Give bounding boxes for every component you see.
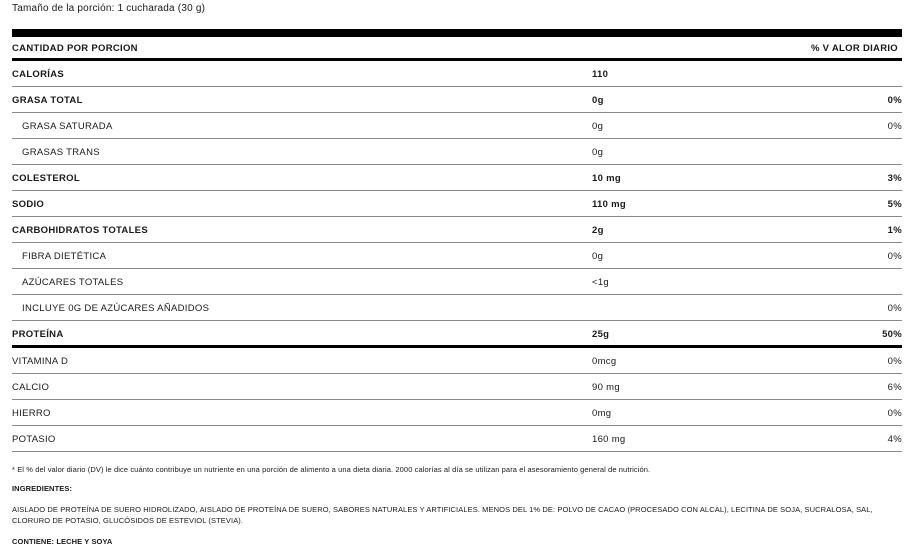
nutrient-row-saturated-fat	[12, 113, 902, 139]
nutrient-dv: 0%	[887, 303, 902, 314]
nutrient-dv: 4%	[887, 434, 902, 445]
nutrient-amount: 2g	[592, 225, 604, 236]
nutrient-name: AZÚCARES TOTALES	[22, 277, 124, 288]
daily-value-heading: % V ALOR DIARIO	[810, 43, 898, 54]
nutrient-row-dietary-fiber	[12, 243, 902, 269]
nutrient-row-sodium	[12, 191, 902, 217]
nutrient-name: SODIO	[12, 199, 45, 210]
nutrient-amount: 90 mg	[592, 382, 620, 393]
nutrient-row-iron	[12, 400, 902, 426]
nutrient-name: CARBOHIDRATOS TOTALES	[12, 225, 148, 236]
nutrient-dv: 1%	[887, 225, 902, 236]
nutrient-amount: 0mcg	[592, 356, 617, 367]
nutrient-row-cholesterol	[12, 165, 902, 191]
nutrient-row-added-sugars	[12, 295, 902, 321]
nutrient-name: FIBRA DIETÉTICA	[22, 251, 107, 262]
serving-size: Tamaño de la porción: 1 cucharada (30 g)	[12, 3, 206, 14]
nutrient-name: VITAMINA D	[12, 356, 69, 367]
nutrient-name: GRASA SATURADA	[22, 121, 113, 132]
nutrient-amount: <1g	[592, 277, 610, 288]
nutrient-row-total-carbs	[12, 217, 902, 243]
amount-per-serving-heading: CANTIDAD POR PORCION	[12, 43, 138, 54]
nutrient-row-potassium	[12, 426, 902, 452]
nutrient-amount: 0g	[592, 251, 604, 262]
nutrient-dv: 0%	[887, 251, 902, 262]
daily-value-footnote: * El % del valor diario (DV) le dice cuánto contribuye un nutriente en una porción de alimento a una dieta diaria. 2000 calorías al día se utilizan para el asesoramiento general de nutrición.	[12, 465, 651, 474]
nutrient-dv: 0%	[887, 356, 902, 367]
nutrient-dv: 5%	[887, 199, 902, 210]
nutrient-row-trans-fat	[12, 139, 902, 165]
nutrient-name: GRASAS TRANS	[22, 147, 100, 158]
nutrient-amount: 0g	[592, 121, 604, 132]
nutrient-amount: 110 mg	[592, 199, 627, 210]
nutrient-name: COLESTEROL	[12, 173, 80, 184]
ingredients-text: AISLADO DE PROTEÍNA DE SUERO HIDROLIZADO, AISLADO DE PROTEÍNA DE SUERO, SABORES NATURALES Y ARTIFICIALES. MENOS DEL 1% DE: POLVO DE CACAO (PROCESADO CON ALCAL), LECITINA DE SOJA, SUCRALOSA, SAL, CLORURO DE POTASIO, GLUCÓSIDOS DE ESTEVIOL (STEVIA).	[12, 505, 873, 525]
allergen-statement: CONTIENE: LECHE Y SOYA	[12, 537, 113, 546]
nutrient-amount: 110	[592, 69, 609, 80]
top-thick-rule	[12, 29, 902, 37]
nutrient-amount: 0mg	[592, 408, 612, 419]
table-header	[12, 38, 902, 58]
ingredients-label: INGREDIENTES:	[12, 484, 73, 493]
nutrient-name: CALCIO	[12, 382, 50, 393]
nutrient-dv: 6%	[887, 382, 902, 393]
nutrient-amount: 10 mg	[592, 173, 621, 184]
nutrient-name: POTASIO	[12, 434, 56, 445]
nutrient-row-protein	[12, 321, 902, 348]
nutrient-row-total-fat	[12, 87, 902, 113]
nutrient-amount: 0g	[592, 95, 604, 106]
nutrient-row-calories	[12, 61, 902, 87]
nutrient-rows	[12, 61, 902, 452]
nutrient-dv: 3%	[887, 173, 902, 184]
nutrient-name: GRASA TOTAL	[12, 95, 83, 106]
nutrient-dv: 50%	[882, 329, 902, 340]
nutrient-dv: 0%	[887, 121, 902, 132]
nutrient-name: PROTEÍNA	[12, 329, 64, 340]
nutrient-amount: 160 mg	[592, 434, 626, 445]
nutrient-dv: 0%	[887, 408, 902, 419]
nutrient-amount: 25g	[592, 329, 610, 340]
nutrient-dv: 0%	[887, 95, 902, 106]
nutrient-name: INCLUYE 0G DE AZÚCARES AÑADIDOS	[22, 303, 210, 314]
nutrient-row-vitamin-d	[12, 348, 902, 374]
nutrient-amount: 0g	[592, 147, 604, 158]
nutrient-name: HIERRO	[12, 408, 51, 419]
nutrient-name: CALORÍAS	[12, 69, 65, 80]
nutrient-row-total-sugars	[12, 269, 902, 295]
nutrient-row-calcium	[12, 374, 902, 400]
